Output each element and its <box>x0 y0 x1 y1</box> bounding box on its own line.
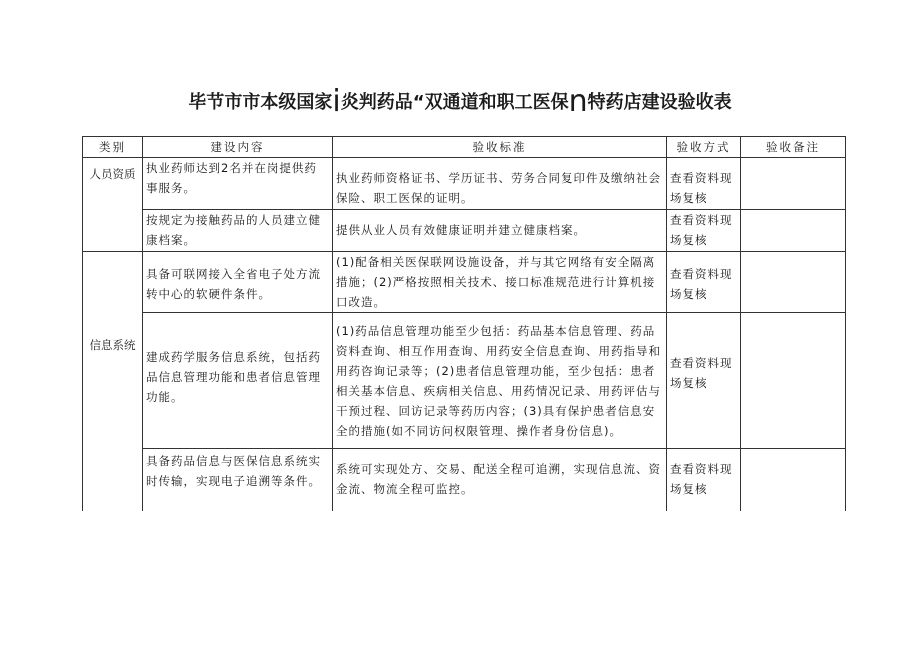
category-info-top <box>83 252 143 313</box>
row-method: 查看资料现场复核 <box>667 313 741 449</box>
page-title <box>0 84 920 119</box>
row-remark <box>741 252 846 313</box>
table-row <box>83 252 846 313</box>
row-remark <box>741 210 846 252</box>
row-standard: (1)药品信息管理功能至少包括：药品基本信息管理、药品资料查询、相互作用查询、用药安全信息查询、用药指导和用药咨询记录等；(2)患者信息管理功能，至少包括：患者相关基本信息、疾病相关信息、用药情况记录、用药评估与干预过程、回访记录等药历内容；(3)具有保护患者信息安全的措施(如不同访问权限管理、操作者身份信息)。 <box>333 313 667 449</box>
header-method: 验收方式 <box>667 137 741 158</box>
row-content: 执业药师达到2名并在岗提供药事服务。 <box>143 158 333 210</box>
row-remark <box>741 158 846 210</box>
table-row <box>83 313 846 449</box>
title-part-2: 炎判药品“双通道和职工医保 <box>340 92 569 113</box>
category-personnel-cont <box>83 210 143 252</box>
row-method: 查看资料现场复核 <box>667 449 741 511</box>
header-standard: 验收标准 <box>333 137 667 158</box>
row-standard: 提供从业人员有效健康证明并建立健康档案。 <box>333 210 667 252</box>
row-method: 查看资料现场复核 <box>667 210 741 252</box>
row-content: 建成药学服务信息系统，包括药品信息管理功能和患者信息管理功能。 <box>143 313 333 449</box>
category-info-cont <box>83 449 143 511</box>
title-glyph-2: n <box>568 84 588 119</box>
category-personnel: 人员资质 <box>83 158 143 210</box>
header-content: 建设内容 <box>143 137 333 158</box>
row-standard: 系统可实现处方、交易、配送全程可追溯，实现信息流、资金流、物流全程可监控。 <box>333 449 667 511</box>
row-content: 具备可联网接入全省电子处方流转中心的软硬件条件。 <box>143 252 333 313</box>
row-remark <box>741 449 846 511</box>
title-glyph-1: i <box>332 84 341 119</box>
title-part-1: 毕节市市本级国家 <box>188 92 333 113</box>
table-header-row <box>83 137 846 158</box>
acceptance-table <box>82 136 846 511</box>
header-category: 类别 <box>83 137 143 158</box>
row-content: 按规定为接触药品的人员建立健康档案。 <box>143 210 333 252</box>
table-row <box>83 449 846 511</box>
row-standard: 执业药师资格证书、学历证书、劳务合同复印件及缴纳社会保险、职工医保的证明。 <box>333 158 667 210</box>
row-method: 查看资料现场复核 <box>667 158 741 210</box>
row-method: 查看资料现场复核 <box>667 252 741 313</box>
title-part-3: 特药店建设验收表 <box>587 92 732 113</box>
category-info-system: 信息系统 <box>83 313 143 449</box>
table-row <box>83 210 846 252</box>
row-standard: (1)配备相关医保联网设施设备，并与其它网络有安全隔离措施；(2)严格按照相关技术、接口标准规范进行计算机接口改造。 <box>333 252 667 313</box>
row-content: 具备药品信息与医保信息系统实时传输，实现电子追溯等条件。 <box>143 449 333 511</box>
header-remark: 验收备注 <box>741 137 846 158</box>
table-row <box>83 158 846 210</box>
row-remark <box>741 313 846 449</box>
